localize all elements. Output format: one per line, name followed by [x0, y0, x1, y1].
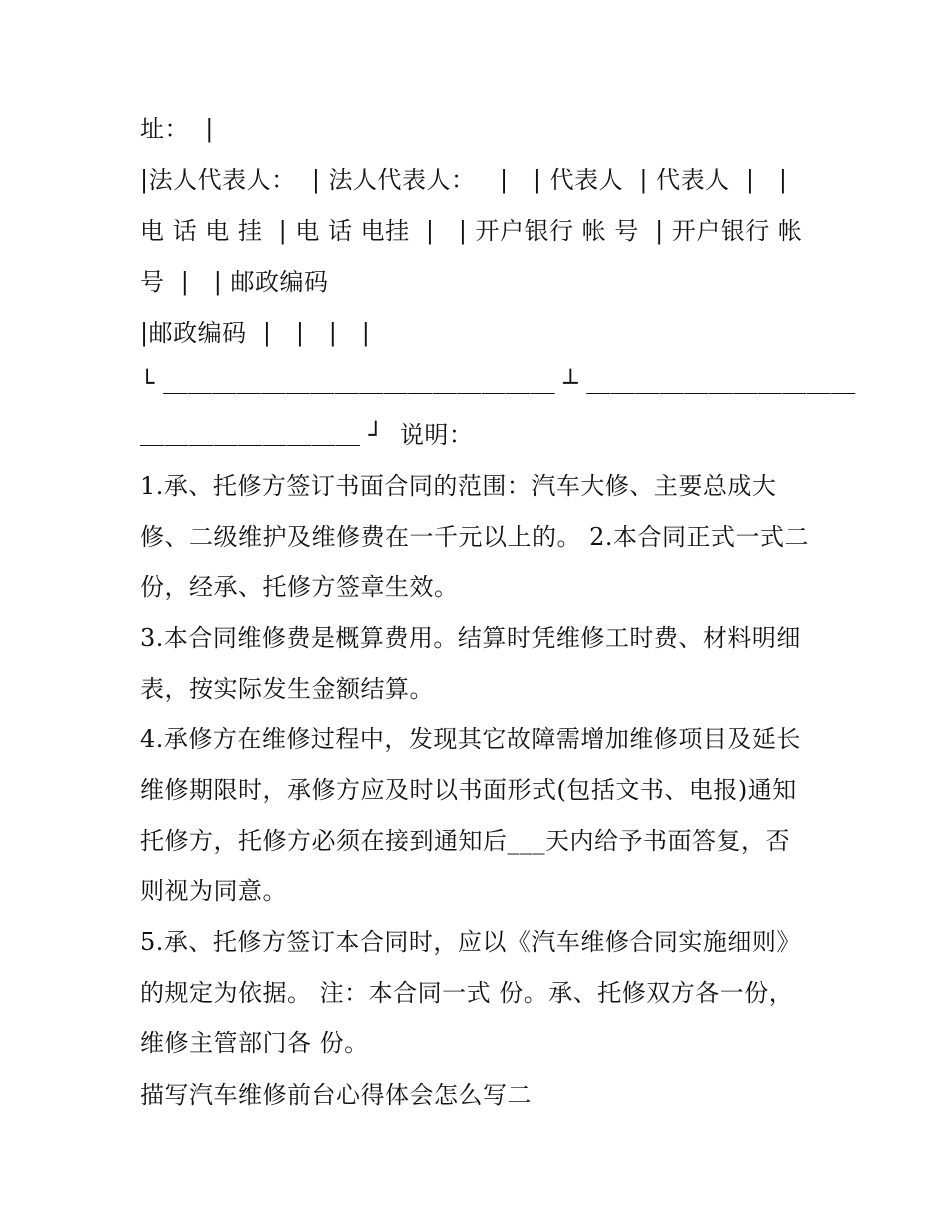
note-1-line-2: 修、二级维护及维修费在一千元以上的。 2.本合同正式一式二: [140, 523, 810, 551]
table-bottom-border: └ ＿＿＿＿＿＿＿＿＿＿＿＿＿＿＿＿ ┴ ＿＿＿＿＿＿＿＿＿＿＿: [140, 369, 856, 397]
note-2-line: 份，经承、托修方签章生效。: [140, 573, 459, 601]
note-3-line-1: 3.本合同维修费是概算费用。结算时凭维修工时费、材料明细: [140, 624, 801, 652]
note-4-line-4: 则视为同意。: [140, 877, 287, 905]
note-4-line-2: 维修期限时，承修方应及时以书面形式(包括文书、电报)通知: [140, 776, 797, 804]
address-line: 址： |: [140, 115, 214, 143]
note-5-line-2: 的规定为依据。 注：本合同一式 份。承、托修双方各一份，: [140, 979, 794, 1007]
note-1-line-1: 1.承、托修方签订书面合同的范围：汽车大修、主要总成大: [140, 472, 777, 500]
postcode-row: |邮政编码 | | | |: [140, 319, 371, 347]
note-4-line-1: 4.承修方在维修过程中，发现其它故障需增加维修项目及延长: [140, 725, 801, 753]
table-bottom-border-end: ＿＿＿＿＿＿＿＿＿ ┘ 说明：: [140, 421, 474, 449]
legal-representative-row: |法人代表人： | 法人代表人： | | 代表人 | 代表人 | |: [140, 166, 788, 194]
phone-bank-row: 电 话 电 挂 | 电 话 电挂 | | 开户银行 帐 号 | 开户银行 帐: [140, 217, 803, 245]
account-postcode-row: 号 | | 邮政编码: [140, 268, 329, 296]
note-3-line-2: 表，按实际发生金额结算。: [140, 675, 434, 703]
note-5-line-1: 5.承、托修方签订本合同时，应以《汽车维修合同实施细则》: [140, 928, 801, 956]
section-heading: 描写汽车维修前台心得体会怎么写二: [140, 1081, 532, 1109]
note-5-line-3: 维修主管部门各 份。: [140, 1029, 369, 1057]
note-4-line-3: 托修方，托修方必须在接到通知后___天内给予书面答复，否: [140, 827, 790, 855]
